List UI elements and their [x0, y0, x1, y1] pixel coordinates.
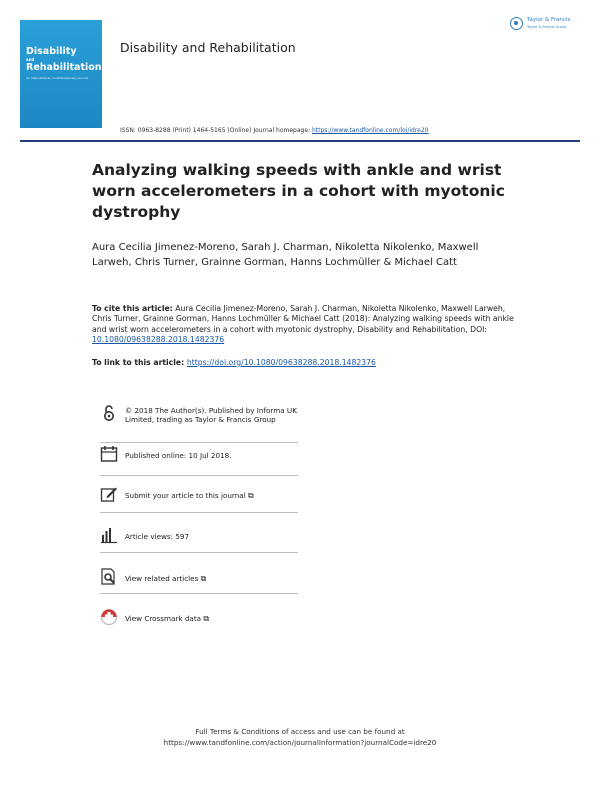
crossmark-row[interactable] [100, 608, 300, 628]
published-row [100, 445, 300, 465]
citation-text: Aura Cecilia Jimenez-Moreno, Sarah J. Charman, Nikoletta Nikolenko, Maxwell Larweh, Chris Turner, Grainne Gorman, Hanns Lochmüller & Michael Catt (2018): Analyzing walking speeds with ankle and wrist worn accelerometers in a cohort with myotonic dystrophy, Disability and Rehabilitation, DOI: [92, 304, 514, 334]
external-link-icon: ⧉ [200, 574, 207, 583]
issn-text: ISSN: 0963-8288 (Print) 1464-5165 (Online) Journal homepage: [120, 127, 312, 134]
related-articles-link[interactable] [125, 574, 305, 583]
info-divider [100, 512, 298, 513]
bar-chart-icon [100, 526, 118, 544]
journal-cover [20, 20, 102, 128]
journal-title: Disability and Rehabilitation [120, 40, 296, 55]
header-divider [20, 140, 580, 142]
issn-line [120, 127, 429, 134]
submit-article-text: Submit your article to this journal [125, 491, 246, 500]
crossmark-text: View Crossmark data [125, 614, 202, 623]
publisher-logo-icon [510, 17, 523, 30]
submit-article-link[interactable] [125, 491, 305, 500]
external-link-icon: ⧉ [248, 491, 254, 500]
publisher-logo-name: Taylor & Francis [527, 17, 571, 23]
article-link-label: To link to this article: [92, 358, 187, 367]
crossmark-link[interactable] [125, 614, 305, 623]
license-text: © 2018 The Author(s). Published by Informa UK Limited, trading as Taylor & Francis Group [125, 406, 297, 425]
submit-row[interactable] [100, 485, 300, 505]
info-divider [100, 593, 298, 594]
citation-label: To cite this article: [92, 304, 173, 313]
citation-doi-link[interactable]: 10.1080/09638288.2018.1482376 [92, 334, 225, 344]
related-articles-text: View related articles [125, 574, 199, 583]
article-authors: Aura Cecilia Jimenez-Moreno, Sarah J. Charman, Nikoletta Nikolenko, Maxwell Larweh, Chris Turner, Grainne Gorman, Hanns Lochmüller & Michael Catt [92, 242, 479, 268]
footer-url[interactable]: https://www.tandfonline.com/action/journalInformation?journalCode=idre20 [163, 738, 437, 747]
cover-subtitle: An international, multidisciplinary journal [26, 76, 88, 80]
cover-title-line1: Disability [26, 46, 77, 57]
article-title: Analyzing walking speeds with ankle and wrist worn accelerometers in a cohort with myotonic dystrophy [92, 161, 505, 221]
journal-homepage-link[interactable]: https://www.tandfonline.com/loi/idre20 [311, 127, 429, 134]
cover-title-and: and [26, 57, 35, 62]
crossmark-icon [100, 608, 118, 626]
open-access-icon [100, 404, 118, 422]
cover-title-line2: Rehabilitation [26, 62, 102, 73]
info-divider [100, 475, 298, 476]
license-row [100, 404, 300, 440]
related-row[interactable] [100, 568, 300, 588]
views-row [100, 526, 300, 546]
publisher-logo-tagline: Taylor & Francis Group [527, 25, 567, 29]
citation [92, 304, 522, 345]
edit-icon [100, 485, 118, 503]
article-link [92, 358, 522, 367]
external-link-icon: ⧉ [203, 614, 210, 623]
info-divider [100, 552, 298, 553]
published-date: Published online: 10 Jul 2018. [125, 451, 232, 460]
article-doi-url[interactable]: https://doi.org/10.1080/09638288.2018.1482376 [186, 358, 376, 367]
calendar-icon [100, 445, 118, 463]
publisher-logo [510, 14, 586, 38]
article-views: Article views: 597 [125, 532, 190, 541]
related-search-icon [100, 568, 118, 586]
info-divider [100, 442, 298, 443]
footer-terms: Full Terms & Conditions of access and use can be found at [195, 727, 405, 736]
